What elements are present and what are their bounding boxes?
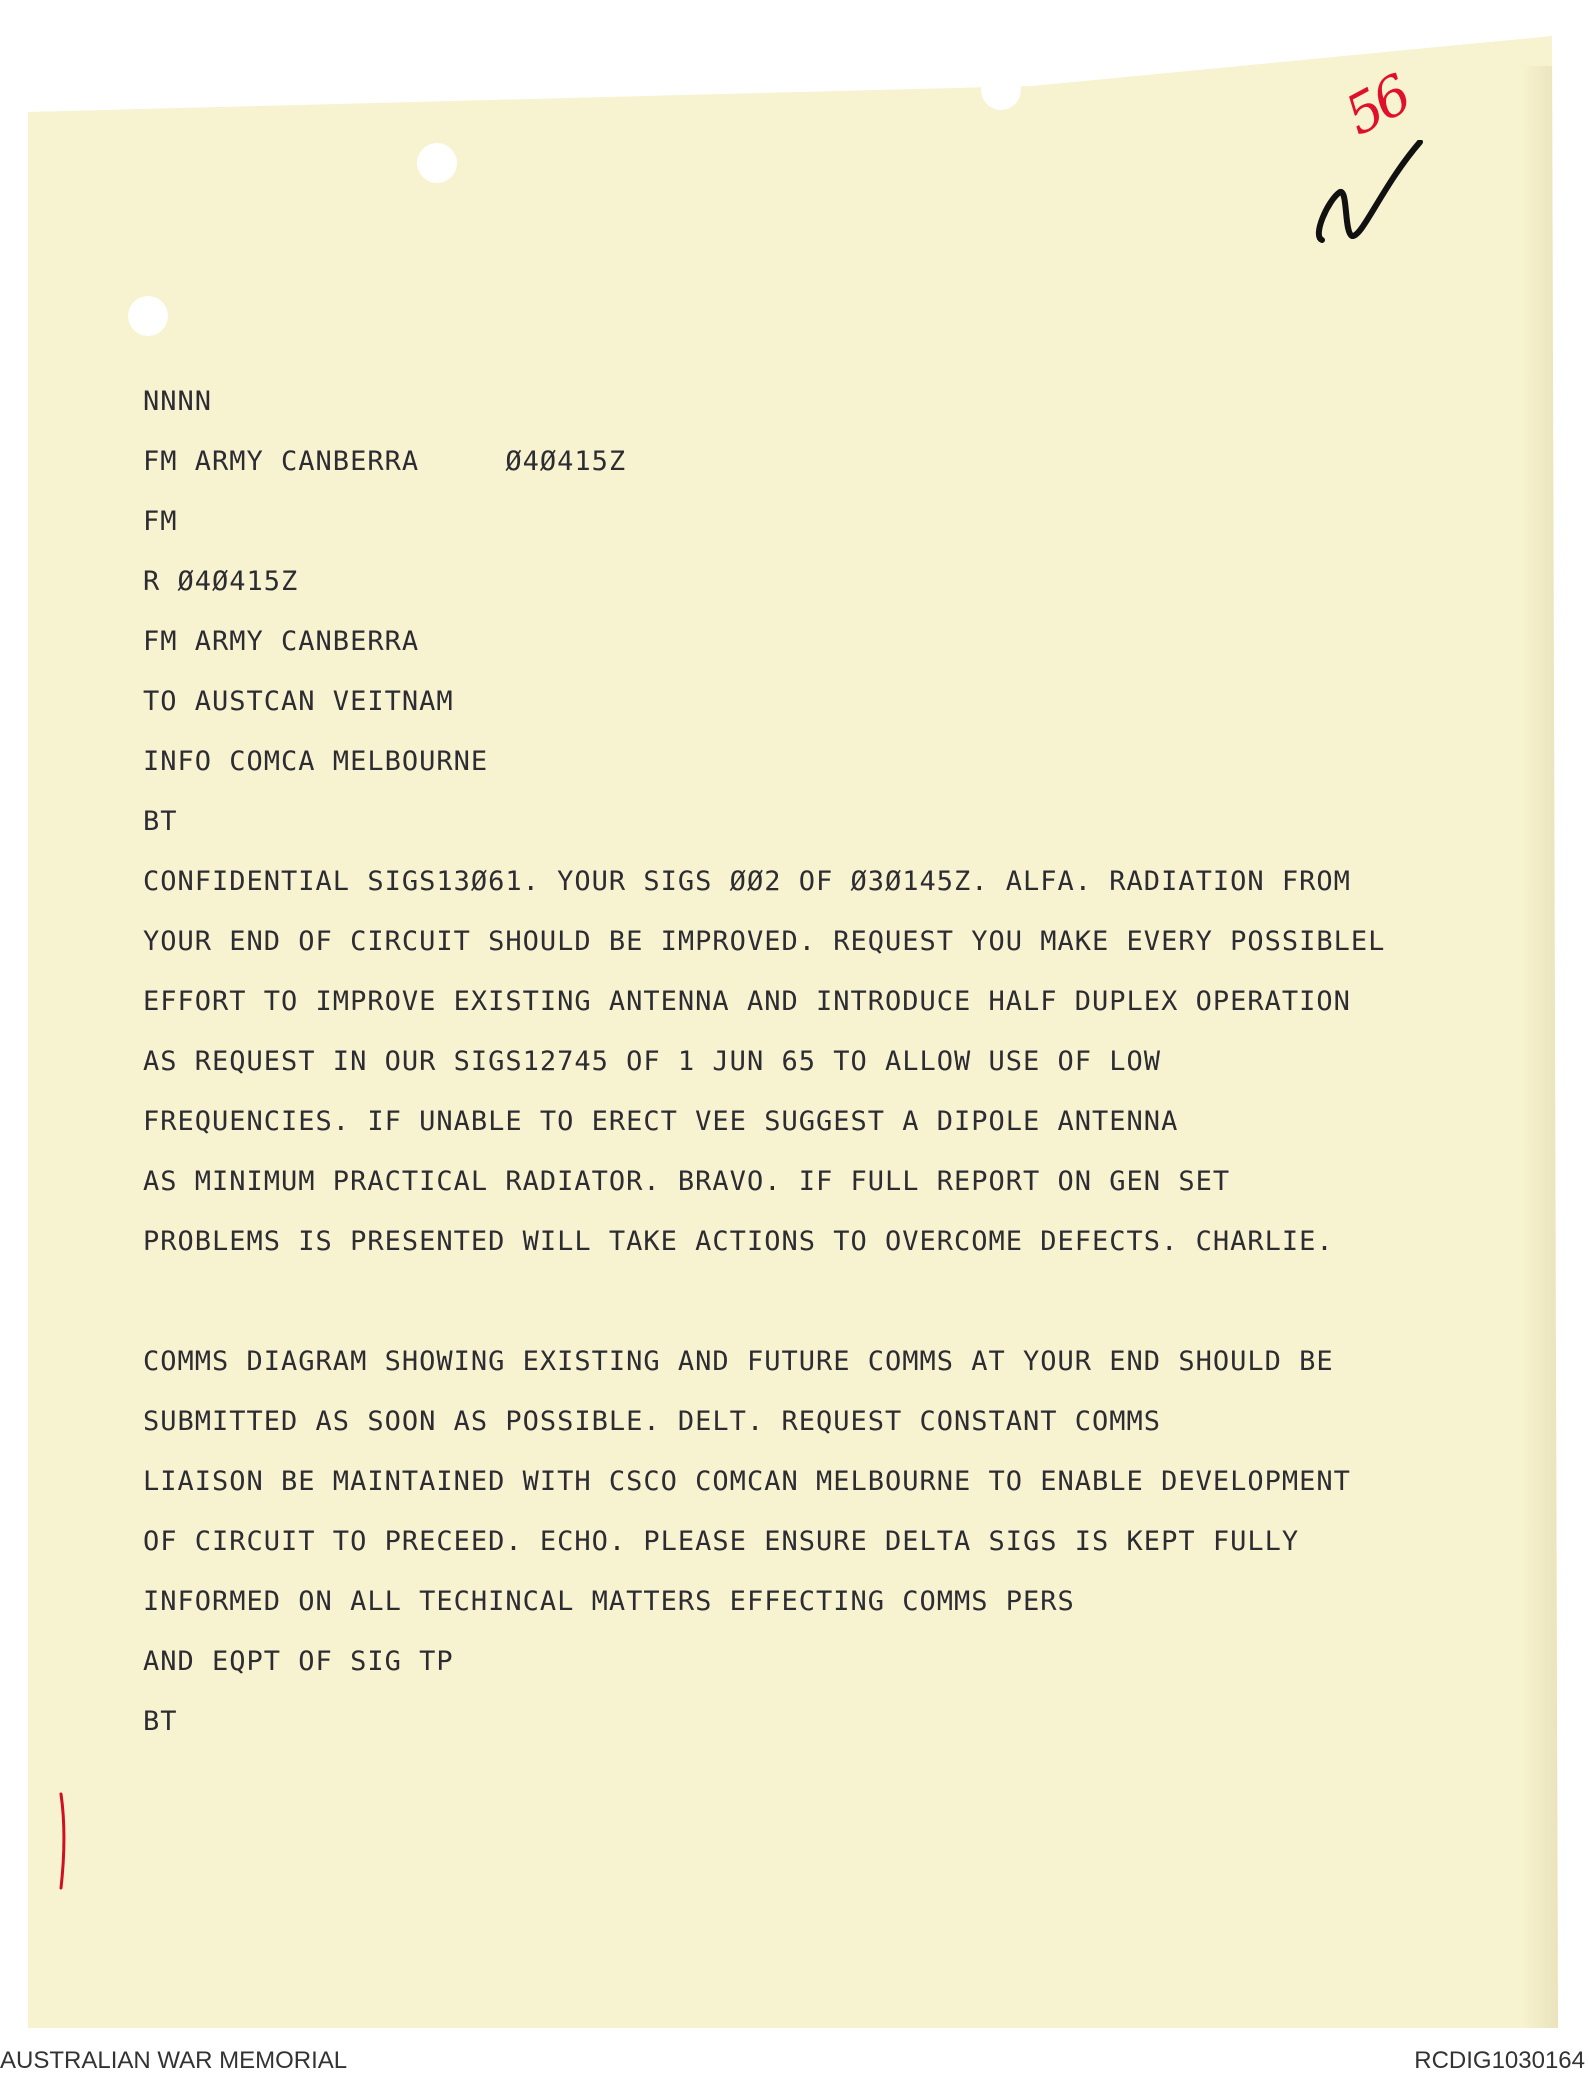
message-line: INFORMED ON ALL TECHINCAL MATTERS EFFECTING COMMS PERS (143, 1586, 1075, 1617)
message-line: SUBMITTED AS SOON AS POSSIBLE. DELT. REQUEST CONSTANT COMMS (143, 1406, 1162, 1437)
archive-reference-id: RCDIG1030164 (1414, 2047, 1585, 2074)
message-line: AND EQPT OF SIG TP (143, 1646, 454, 1677)
handwritten-red-mark (55, 1792, 75, 1892)
message-line: COMMS DIAGRAM SHOWING EXISTING AND FUTURE COMMS AT YOUR END SHOULD BE (143, 1346, 1334, 1377)
punch-hole (981, 70, 1021, 110)
punch-hole (417, 143, 457, 183)
message-line: YOUR END OF CIRCUIT SHOULD BE IMPROVED. REQUEST YOU MAKE EVERY POSSIBLEL (143, 926, 1386, 957)
message-line: EFFORT TO IMPROVE EXISTING ANTENNA AND INTRODUCE HALF DUPLEX OPERATION (143, 986, 1351, 1017)
archive-credit: AUSTRALIAN WAR MEMORIAL (0, 2047, 348, 2074)
message-line: CONFIDENTIAL SIGS13Ø61. YOUR SIGS ØØ2 OF Ø3Ø145Z. ALFA. RADIATION FROM (143, 866, 1351, 897)
message-line: AS REQUEST IN OUR SIGS12745 OF 1 JUN 65 TO ALLOW USE OF LOW (143, 1046, 1162, 1077)
message-line: OF CIRCUIT TO PRECEED. ECHO. PLEASE ENSURE DELTA SIGS IS KEPT FULLY (143, 1526, 1300, 1557)
paper-edge-shadow (1523, 66, 1558, 2028)
message-line: NNNN (143, 386, 213, 417)
message-line: FREQUENCIES. IF UNABLE TO ERECT VEE SUGGEST A DIPOLE ANTENNA (143, 1106, 1179, 1137)
message-line (143, 1272, 1523, 1332)
message-line: AS MINIMUM PRACTICAL RADIATOR. BRAVO. IF FULL REPORT ON GEN SET (143, 1166, 1231, 1197)
message-line: R Ø4Ø415Z (143, 566, 299, 597)
message-line: INFO COMCA MELBOURNE (143, 746, 489, 777)
handwritten-tick-mark (1308, 140, 1428, 260)
message-line: FM (143, 506, 178, 537)
handwritten-folio-number: 56 (1335, 63, 1419, 148)
message-line: BT (143, 1706, 178, 1737)
message-line: BT (143, 806, 178, 837)
message-line: PROBLEMS IS PRESENTED WILL TAKE ACTIONS TO OVERCOME DEFECTS. CHARLIE. (143, 1226, 1334, 1257)
message-line: FM ARMY CANBERRA Ø4Ø415Z (143, 446, 627, 477)
message-line: TO AUSTCAN VEITNAM (143, 686, 454, 717)
message-line: FM ARMY CANBERRA (143, 626, 420, 657)
telegram-message (143, 372, 1523, 1752)
message-line: LIAISON BE MAINTAINED WITH CSCO COMCAN MELBOURNE TO ENABLE DEVELOPMENT (143, 1466, 1351, 1497)
punch-hole (128, 296, 168, 336)
